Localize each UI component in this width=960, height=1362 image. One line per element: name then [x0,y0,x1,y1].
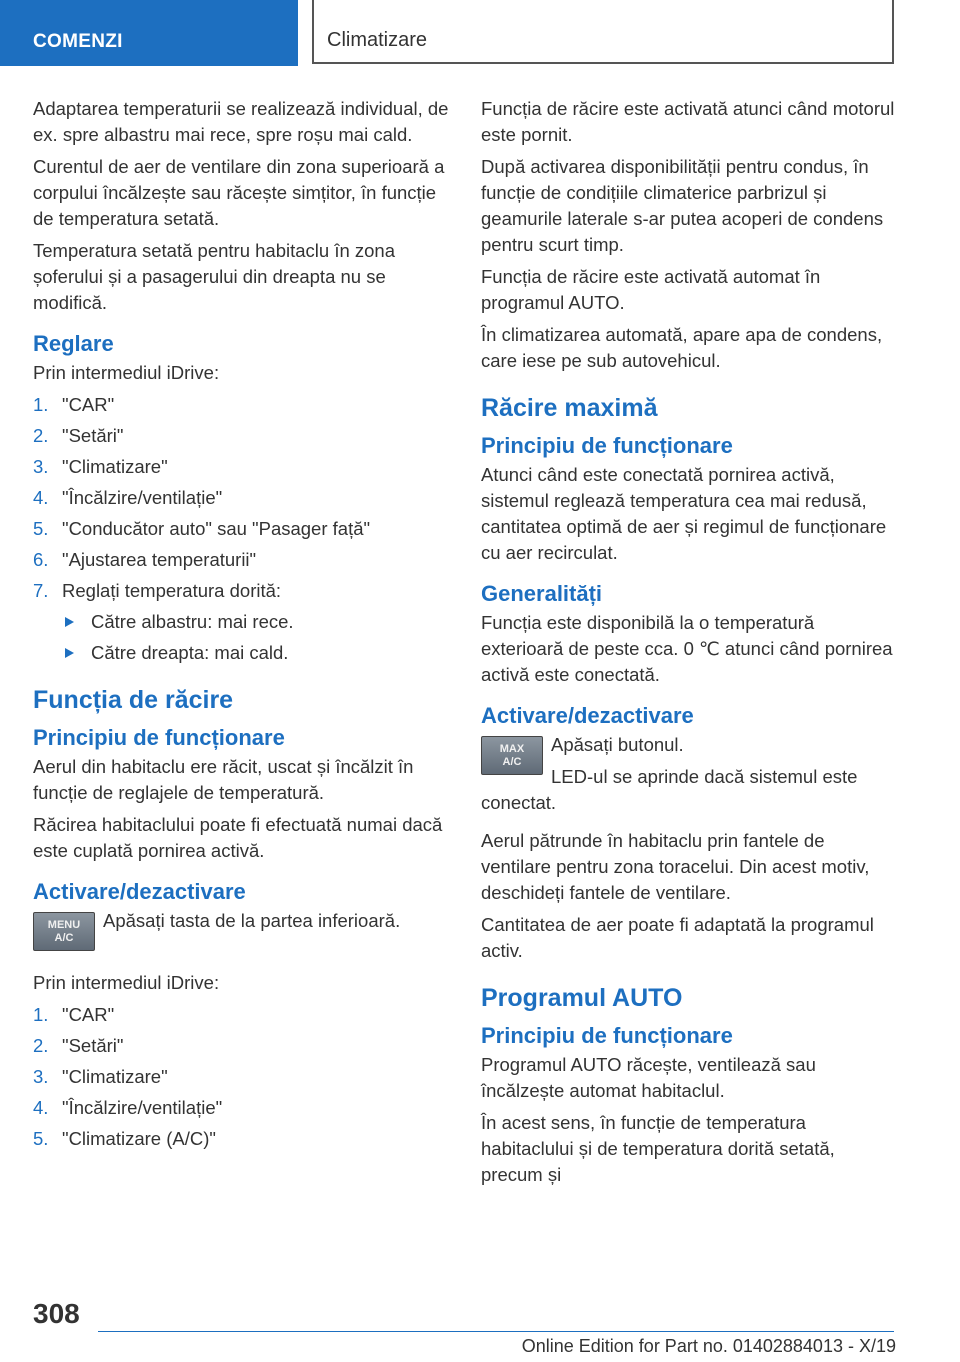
footer-divider [98,1331,894,1332]
step-number: 1. [33,1004,49,1025]
step-number: 4. [33,1097,49,1118]
section-heading-reglare: Reglare [33,331,114,356]
page-header [0,0,960,66]
list-item [33,1033,451,1059]
paragraph: Adaptarea temperaturii se realizează individual, de ex. spre albastru mai rece, spre roșu mai cald. [33,98,449,145]
step-text: "Conducător auto" sau "Pasager față" [62,518,371,539]
paragraph: Temperatura setată pentru habitaclu în zona șoferului și a pasagerului din dreapta nu se modifică. [33,240,396,313]
step-text: "Setări" [62,425,124,446]
list-item [33,578,451,666]
triangle-bullet-icon [65,617,74,627]
step-number: 3. [33,1066,49,1087]
paragraph: Curentul de aer de ventilare din zona superioară a corpului încălzește sau răcește simțitor, în funcție de temperatura setată. [33,156,445,229]
list-item [33,423,451,449]
list-item [33,485,451,511]
subsection-heading-principiu: Principiu de funcționare [481,433,733,458]
step-number: 3. [33,456,49,477]
paragraph: Aerul din habitaclu ere răcit, uscat și încălzit în funcție de reglajele de temperatură. [33,756,414,803]
paragraph: Funcția este disponibilă la o temperatură exterioară de peste cca. 0 ℃ atunci când pornirea activă este conectată. [481,612,893,685]
step-number: 2. [33,1035,49,1056]
section-tab: COMENZI [0,0,298,66]
subsection-heading-activare: Activare/dezactivare [33,879,246,904]
paragraph: Răcirea habitaclului poate fi efectuată numai dacă este cuplată pornirea activă. [33,814,443,861]
step-text: "Climatizare" [62,1066,168,1087]
step-number: 5. [33,1128,49,1149]
paragraph: Apăsați butonul. [551,734,684,755]
left-column [33,96,451,1158]
button-label: MAX [499,743,525,755]
subsection-heading-principiu: Principiu de funcționare [481,1023,733,1048]
step-text: "Încălzire/ventilație" [62,1097,223,1118]
list-item [33,1126,451,1152]
subsection-heading-principiu: Principiu de funcționare [33,725,285,750]
paragraph: Apăsați tasta de la partea inferioară. [103,910,401,931]
steps-list-activare [33,1002,451,1152]
button-label: A/C [54,932,74,944]
list-item [33,1064,451,1090]
list-item [33,1002,451,1028]
paragraph: Funcția de răcire este activată automat în programul AUTO. [481,266,821,313]
instruction-text [33,908,451,934]
paragraph: LED-ul se aprinde dacă sistemul este conectat. [481,766,858,813]
list-item [33,454,451,480]
subsection-heading-activare: Activare/dezactivare [481,703,694,728]
max-ac-instruction [481,732,899,822]
section-heading-racire-maxima: Răcire maximă [481,394,658,422]
step-number: 5. [33,518,49,539]
paragraph: Cantitatea de aer poate fi adaptată la programul activ. [481,914,874,961]
instruction-text [481,732,899,816]
paragraph: Atunci când este conectată pornirea activă, sistemul reglează temperatura cea mai redusă, cantitatea optimă de aer și regimul de funcționare cu aer recirculat. [481,464,887,563]
step-text: "CAR" [62,394,115,415]
button-label: A/C [502,756,522,768]
step-text: "CAR" [62,1004,115,1025]
button-label: MENU [47,919,81,931]
paragraph: În climatizarea automată, apare apa de condens, care iese pe sub autovehicul. [481,324,883,371]
footer-edition: Online Edition for Part no. 01402884013 - X/19 [521,1336,896,1356]
max-ac-button-icon [481,736,543,775]
step-text: Reglați temperatura dorită: [62,580,282,601]
list-item [33,547,451,573]
paragraph: Prin intermediul iDrive: [33,362,220,383]
triangle-bullet-icon [65,648,74,658]
step-number: 4. [33,487,49,508]
page-number: 308 [33,1298,80,1329]
step-number: 1. [33,394,49,415]
list-item [33,1095,451,1121]
list-item [33,516,451,542]
step-number: 2. [33,425,49,446]
step-text: "Încălzire/ventilație" [62,487,223,508]
step-number: 6. [33,549,49,570]
paragraph: Aerul pătrunde în habitaclu prin fantele de ventilare pentru zona toracelui. Din acest motiv, deschideți fantele de ventilare. [481,830,870,903]
step-text: "Climatizare" [62,456,168,477]
paragraph: Funcția de răcire este activată atunci când motorul este pornit. [481,98,895,145]
steps-list-reglare [33,392,451,666]
section-heading-racire: Funcția de răcire [33,686,234,714]
menu-ac-instruction [33,908,451,970]
right-column [481,96,899,1194]
step-text: "Ajustarea temperaturii" [62,549,257,570]
sub-item-text: Către dreapta: mai cald. [91,642,289,663]
paragraph: Prin intermediul iDrive: [33,972,220,993]
step-number: 7. [33,580,49,601]
step-text: "Climatizare (A/C)" [62,1128,216,1149]
subsection-heading-generalitati: Generalități [481,581,603,606]
paragraph: În acest sens, în funcție de temperatura habitaclului și de temperatura dorită setată, precum și [481,1112,835,1185]
sub-list [62,609,451,666]
menu-ac-button-icon [33,912,95,951]
sub-list-item [62,609,451,635]
chapter-title: Climatizare [312,0,894,64]
paragraph: Programul AUTO răcește, ventilează sau încălzește automat habitaclul. [481,1054,816,1101]
section-heading-auto: Programul AUTO [481,984,683,1012]
step-text: "Setări" [62,1035,124,1056]
sub-list-item [62,640,451,666]
list-item [33,392,451,418]
sub-item-text: Către albastru: mai rece. [91,611,294,632]
paragraph: După activarea disponibilității pentru condus, în funcție de condițiile climaterice parbrizul și geamurile laterale s-ar putea acoperi de condens pentru scurt timp. [481,156,884,255]
